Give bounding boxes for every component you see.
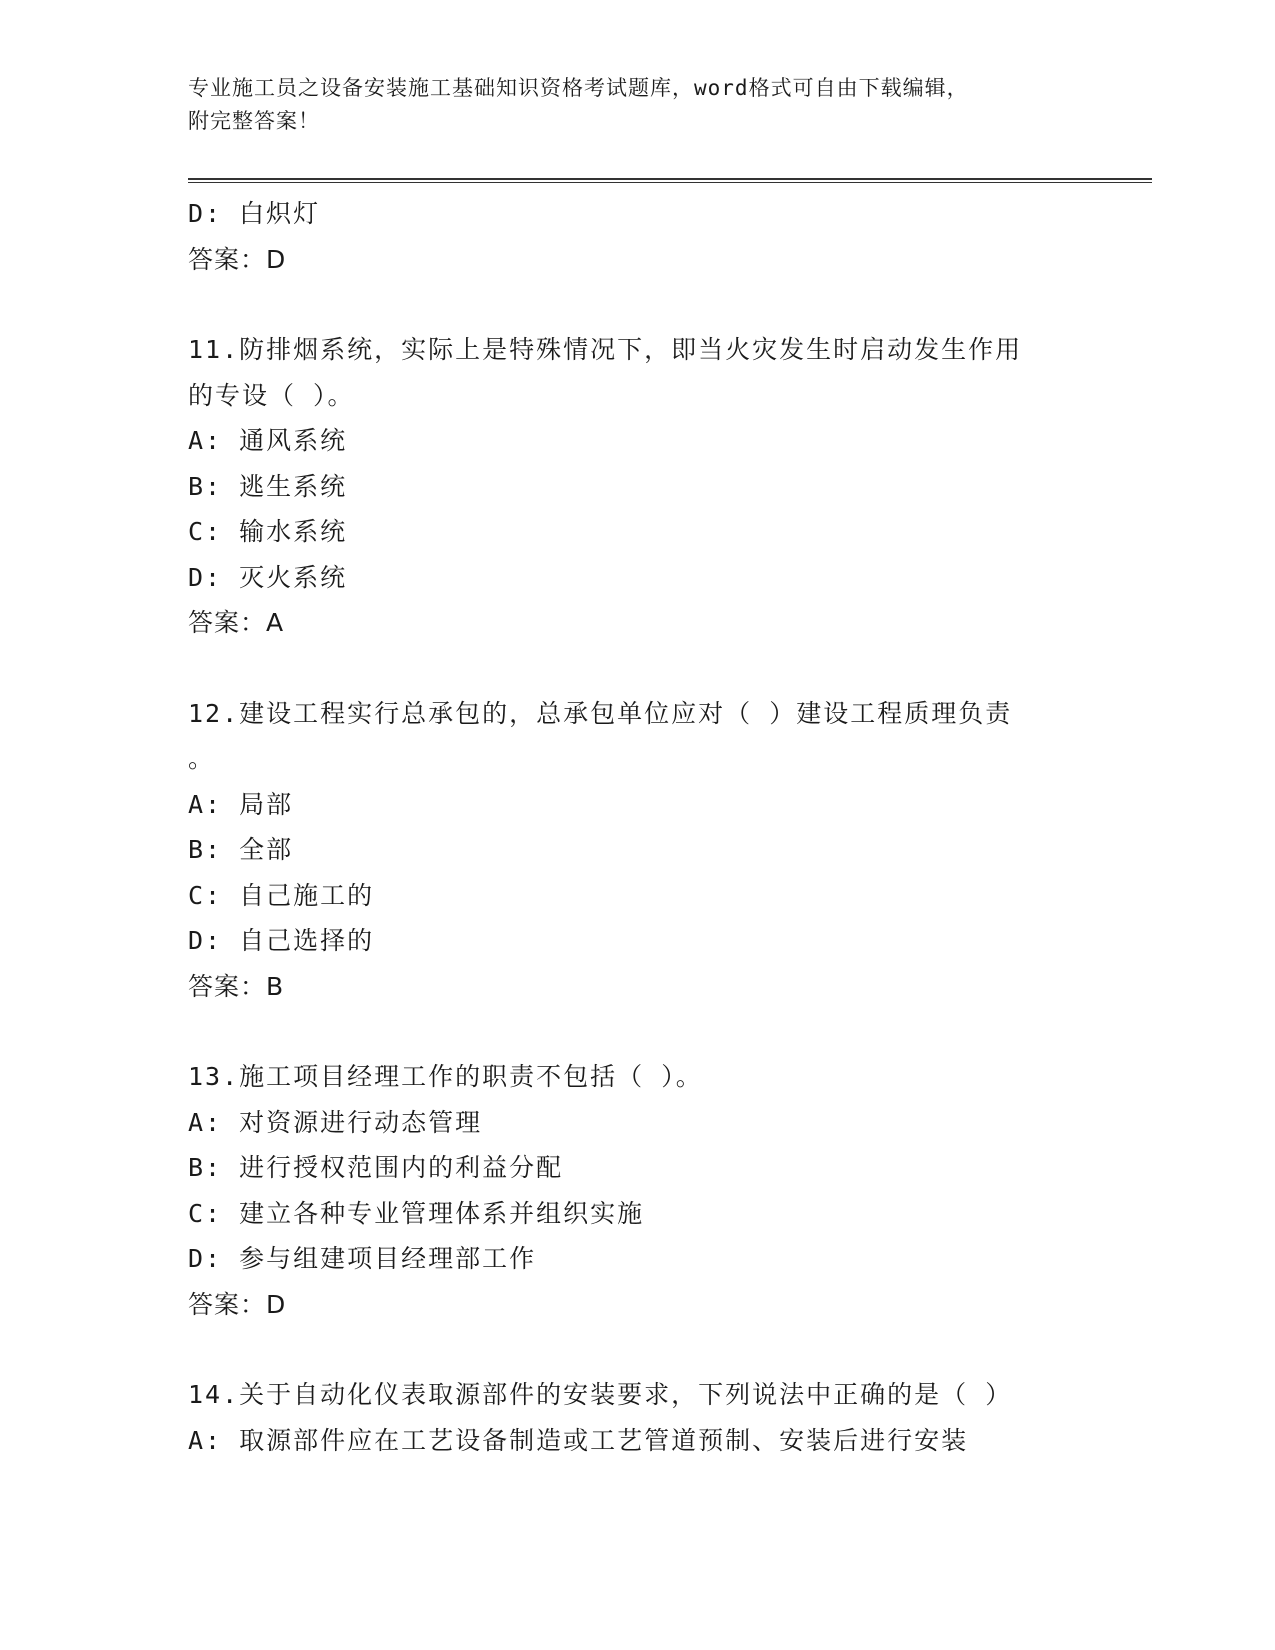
header-line-2: 附完整答案！ bbox=[188, 109, 320, 133]
option-b: B: 逃生系统 bbox=[188, 471, 348, 501]
answer: 答案：D bbox=[188, 1289, 287, 1319]
option-a: A: 通风系统 bbox=[188, 426, 348, 455]
option-b: B: 全部 bbox=[188, 835, 294, 864]
question-11 bbox=[188, 327, 1088, 646]
answer: 答案：D bbox=[188, 244, 287, 274]
question-12 bbox=[188, 691, 1088, 1010]
option-d: D: 白炽灯 bbox=[188, 199, 321, 228]
question-stem: 13.施工项目经理工作的职责不包括（ ）。 bbox=[188, 1062, 703, 1091]
question-content bbox=[188, 191, 1088, 1463]
question-14 bbox=[188, 1372, 1088, 1463]
answer: 答案：B bbox=[188, 971, 285, 1001]
spacer bbox=[188, 282, 1088, 327]
option-c: C: 自己施工的 bbox=[188, 880, 375, 910]
spacer bbox=[188, 1009, 1088, 1054]
question-13 bbox=[188, 1054, 1088, 1327]
header-line-1: 专业施工员之设备安装施工基础知识资格考试题库，word格式可自由下载编辑， bbox=[188, 76, 969, 100]
header-note bbox=[188, 72, 1088, 138]
question-stem-continued: 。 bbox=[188, 744, 216, 773]
option-d: D: 自己选择的 bbox=[188, 926, 375, 955]
option-a: A: 局部 bbox=[188, 789, 294, 819]
option-b: B: 进行授权范围内的利益分配 bbox=[188, 1153, 564, 1182]
header-divider bbox=[188, 178, 1152, 183]
option-a: A: 对资源进行动态管理 bbox=[188, 1107, 483, 1137]
question-stem: 12.建设工程实行总承包的，总承包单位应对（ ）建设工程质理负责 bbox=[188, 698, 1013, 728]
spacer bbox=[188, 1327, 1088, 1372]
question-stem-continued: 的专设（ ）。 bbox=[188, 380, 355, 410]
option-a: A: 取源部件应在工艺设备制造或工艺管道预制、安装后进行安装 bbox=[188, 1425, 969, 1455]
option-d: D: 参与组建项目经理部工作 bbox=[188, 1244, 537, 1273]
option-c: C: 建立各种专业管理体系并组织实施 bbox=[188, 1198, 645, 1228]
spacer bbox=[188, 646, 1088, 691]
question-stem: 14.关于自动化仪表取源部件的安装要求，下列说法中正确的是（ ） bbox=[188, 1380, 1013, 1409]
answer: 答案：A bbox=[188, 608, 285, 637]
option-c: C: 输水系统 bbox=[188, 517, 348, 546]
question-stem: 11.防排烟系统，实际上是特殊情况下，即当火灾发生时启动发生作用 bbox=[188, 335, 1023, 364]
option-d: D: 灭火系统 bbox=[188, 562, 348, 592]
